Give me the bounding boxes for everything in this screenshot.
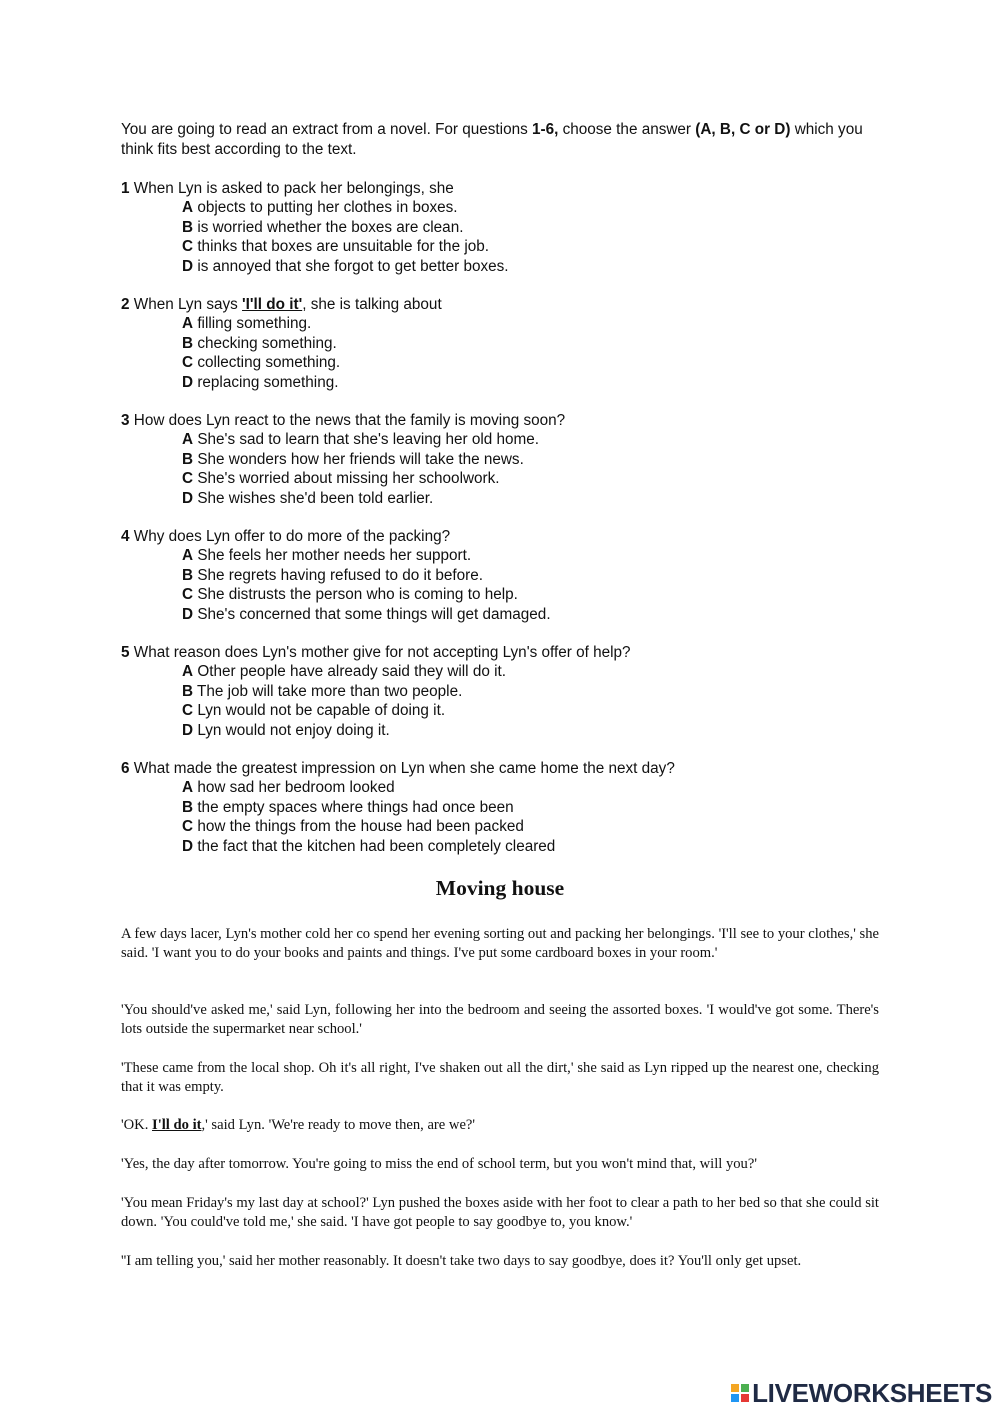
answer-option[interactable] bbox=[121, 450, 881, 469]
story-text: ,' said Lyn. 'We're ready to move then, are we?' bbox=[201, 1117, 476, 1133]
story-title: Moving house bbox=[435, 876, 565, 900]
liveworksheets-logo bbox=[731, 1378, 992, 1408]
option-letter: C bbox=[182, 702, 194, 720]
instructions bbox=[121, 120, 881, 160]
question-stem bbox=[121, 759, 881, 778]
question-text: Why does Lyn offer to do more of the packing? bbox=[133, 528, 451, 545]
option-text: thinks that boxes are unsuitable for the job. bbox=[197, 238, 489, 256]
question-4 bbox=[121, 527, 881, 624]
option-letter: D bbox=[182, 721, 194, 739]
answer-option[interactable] bbox=[121, 546, 881, 565]
answer-option[interactable] bbox=[121, 257, 881, 276]
answer-option[interactable] bbox=[121, 778, 881, 797]
option-text: Lyn would not enjoy doing it. bbox=[197, 721, 390, 739]
answer-option[interactable] bbox=[121, 701, 881, 720]
answer-option[interactable] bbox=[121, 662, 881, 681]
option-text: the fact that the kitchen had been completely cleared bbox=[197, 837, 556, 855]
option-letter: C bbox=[182, 238, 194, 256]
answer-option[interactable] bbox=[121, 314, 881, 333]
question-text: , she is talking about bbox=[302, 296, 442, 313]
answer-option[interactable] bbox=[121, 817, 881, 836]
question-stem bbox=[121, 643, 881, 662]
question-2 bbox=[121, 295, 881, 392]
instructions-text: choose the answer bbox=[558, 121, 696, 138]
option-text: She's sad to learn that she's leaving her old home. bbox=[197, 431, 540, 449]
option-text: Other people have already said they will do it. bbox=[197, 663, 506, 681]
option-letter: C bbox=[182, 354, 194, 372]
option-letter: B bbox=[182, 798, 194, 816]
option-letter: C bbox=[182, 586, 194, 604]
answer-option[interactable] bbox=[121, 334, 881, 353]
option-text: She wishes she'd been told earlier. bbox=[197, 489, 434, 507]
brand-text: LIVEWORKSHEETS bbox=[752, 1377, 992, 1408]
answer-option[interactable] bbox=[121, 682, 881, 701]
option-text: is annoyed that she forgot to get better boxes. bbox=[197, 257, 509, 275]
option-text: replacing something. bbox=[197, 373, 339, 391]
story-paragraph: 'These came from the local shop. Oh it's all right, I've shaken out all the dirt,' she said as Lyn ripped up the nearest one, checking that it was empty. bbox=[121, 1060, 879, 1095]
option-text: The job will take more than two people. bbox=[197, 682, 463, 700]
question-1 bbox=[121, 179, 881, 276]
story-paragraph: 'You should've asked me,' said Lyn, following her into the bedroom and seeing the assorted boxes. 'I would've got some. There's lots outside the supermarket near school.' bbox=[121, 1002, 879, 1037]
option-letter: B bbox=[182, 682, 194, 700]
instructions-text: which you think fits best according to the text. bbox=[121, 121, 863, 158]
story-paragraph: ''I am telling you,' said her mother reasonably. It doesn't take two days to say goodbye, does it? You'll only get upset. bbox=[121, 1253, 802, 1269]
question-5 bbox=[121, 643, 881, 740]
question-range: 1-6, bbox=[532, 121, 559, 138]
question-stem bbox=[121, 179, 881, 198]
question-number: 4 bbox=[121, 528, 130, 545]
option-letter: D bbox=[182, 605, 194, 623]
option-text: She distrusts the person who is coming to help. bbox=[197, 586, 518, 604]
option-text: She wonders how her friends will take the news. bbox=[197, 450, 524, 468]
question-3 bbox=[121, 411, 881, 508]
story-paragraph: A few days lacer, Lyn's mother cold her co spend her evening sorting out and packing her belongings. 'I'll see to your clothes,' she said. 'I want you to do your books and paints and things. I've put some cardboard boxes in your room.' bbox=[121, 926, 879, 961]
answer-option[interactable] bbox=[121, 837, 881, 856]
answer-option[interactable] bbox=[121, 585, 881, 604]
option-letter: B bbox=[182, 218, 194, 236]
option-text: She feels her mother needs her support. bbox=[197, 547, 472, 565]
block-yellow bbox=[731, 1384, 739, 1392]
answer-option[interactable] bbox=[121, 721, 881, 740]
question-number: 6 bbox=[121, 760, 130, 777]
option-letter: A bbox=[182, 663, 194, 681]
answer-option[interactable] bbox=[121, 469, 881, 488]
answer-option[interactable] bbox=[121, 353, 881, 372]
answer-option[interactable] bbox=[121, 237, 881, 256]
option-text: She's concerned that some things will get damaged. bbox=[197, 605, 551, 623]
story-paragraph: 'You mean Friday's my last day at school?' Lyn pushed the boxes aside with her foot to clear a path to her bed so that she could sit down. 'You could've told me,' she said. 'I have got people to say goodbye to, you know.' bbox=[121, 1195, 879, 1230]
quoted-phrase: 'I'll do it' bbox=[242, 296, 303, 313]
answer-choices: (A, B, C or D) bbox=[695, 121, 791, 138]
question-number: 5 bbox=[121, 644, 130, 661]
option-letter: A bbox=[182, 315, 194, 333]
question-text: When Lyn says bbox=[133, 296, 243, 313]
question-number: 1 bbox=[121, 180, 130, 197]
option-letter: C bbox=[182, 818, 194, 836]
story-paragraph bbox=[121, 1116, 879, 1135]
option-letter: B bbox=[182, 566, 194, 584]
block-blue bbox=[731, 1394, 739, 1402]
answer-option[interactable] bbox=[121, 198, 881, 217]
question-number: 2 bbox=[121, 296, 130, 313]
option-letter: A bbox=[182, 199, 194, 217]
quoted-phrase: I'll do it bbox=[152, 1117, 202, 1133]
instructions-text: You are going to read an extract from a novel. For questions bbox=[121, 121, 532, 138]
question-text: When Lyn is asked to pack her belongings, she bbox=[133, 180, 454, 197]
question-6 bbox=[121, 759, 881, 856]
option-text: the empty spaces where things had once been bbox=[197, 798, 514, 816]
question-stem bbox=[121, 411, 881, 430]
option-text: She regrets having refused to do it before. bbox=[197, 566, 484, 584]
option-text: how sad her bedroom looked bbox=[197, 779, 395, 797]
story-text: 'OK. bbox=[121, 1117, 153, 1133]
option-letter: D bbox=[182, 489, 194, 507]
question-text: How does Lyn react to the news that the family is moving soon? bbox=[133, 412, 566, 429]
answer-option[interactable] bbox=[121, 373, 881, 392]
option-letter: A bbox=[182, 779, 194, 797]
option-text: Lyn would not be capable of doing it. bbox=[197, 702, 446, 720]
question-text: What reason does Lyn's mother give for not accepting Lyn's offer of help? bbox=[133, 644, 631, 661]
answer-option[interactable] bbox=[121, 605, 881, 624]
option-text: She's worried about missing her schoolwork. bbox=[197, 470, 500, 488]
option-letter: D bbox=[182, 373, 194, 391]
option-letter: A bbox=[182, 547, 194, 565]
story-paragraph: 'Yes, the day after tomorrow. You're going to miss the end of school term, but you won't mind that, will you?' bbox=[121, 1156, 757, 1172]
answer-option[interactable] bbox=[121, 218, 881, 237]
question-text: What made the greatest impression on Lyn when she came home the next day? bbox=[133, 760, 675, 777]
blocks-icon bbox=[731, 1384, 749, 1402]
option-letter: B bbox=[182, 334, 194, 352]
answer-option[interactable] bbox=[121, 430, 881, 449]
question-number: 3 bbox=[121, 412, 130, 429]
question-stem bbox=[121, 527, 881, 546]
answer-option[interactable] bbox=[121, 566, 881, 585]
option-letter: A bbox=[182, 431, 194, 449]
option-text: how the things from the house had been packed bbox=[197, 818, 524, 836]
block-red bbox=[741, 1394, 749, 1402]
answer-option[interactable] bbox=[121, 489, 881, 508]
option-letter: D bbox=[182, 257, 194, 275]
block-green bbox=[741, 1384, 749, 1392]
option-text: filling something. bbox=[197, 315, 312, 333]
question-stem bbox=[121, 295, 881, 314]
option-text: collecting something. bbox=[197, 354, 341, 372]
option-letter: B bbox=[182, 450, 194, 468]
answer-option[interactable] bbox=[121, 798, 881, 817]
option-letter: C bbox=[182, 470, 194, 488]
option-letter: D bbox=[182, 837, 194, 855]
option-text: checking something. bbox=[197, 334, 337, 352]
option-text: objects to putting her clothes in boxes. bbox=[197, 199, 458, 217]
option-text: is worried whether the boxes are clean. bbox=[197, 218, 464, 236]
